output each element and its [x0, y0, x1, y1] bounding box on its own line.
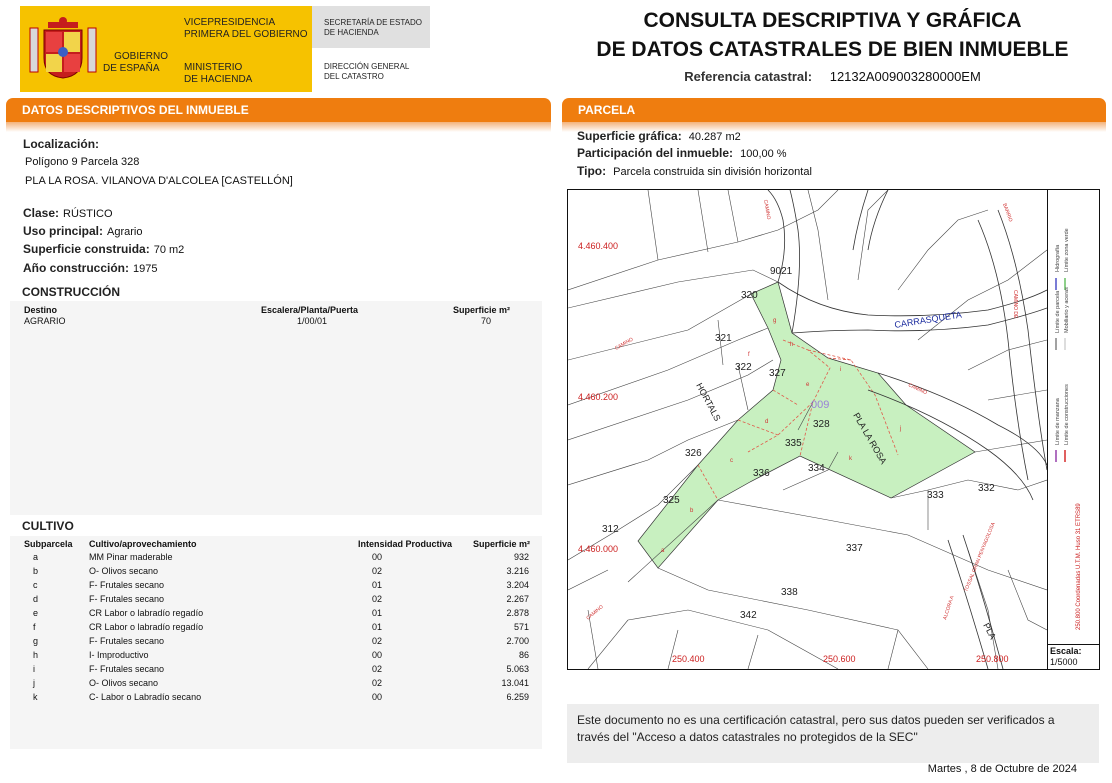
col-intensidad: Intensidad Productiva	[358, 539, 453, 549]
cultivo-heading: CULTIVO	[22, 519, 74, 533]
map-street-camino-2: CAMINO	[907, 382, 928, 397]
subparcela-cell: g	[33, 636, 39, 646]
escala-value: 1/5000	[1050, 657, 1078, 667]
legend-graphic	[1048, 190, 1100, 644]
construccion-table	[10, 301, 542, 515]
superficie-cell: 6.259	[506, 692, 529, 702]
gobierno-text	[103, 39, 168, 87]
subparcela-cell: e	[33, 608, 39, 618]
cultivo-cell: F- Frutales secano	[89, 594, 165, 604]
localizacion-label: Localización:	[23, 137, 100, 151]
clase-value: RÚSTICO	[63, 208, 113, 220]
cultivo-cell: O- Olivos secano	[89, 566, 159, 576]
cultivo-table	[10, 536, 542, 749]
map-coord-x3: 250.800	[976, 654, 1009, 664]
page-title	[560, 6, 1105, 64]
map-street-camino-3: CAMINO	[585, 604, 605, 622]
parcel-number-320: 320	[741, 290, 758, 301]
legend-hidrografia: Hidrografía	[1055, 244, 1061, 272]
map-legend	[1047, 190, 1099, 669]
map-polygon-label: 009	[811, 399, 830, 411]
table-row	[10, 676, 542, 690]
participacion-label: Participación del inmueble:	[577, 146, 734, 160]
parcel-number-326: 326	[685, 448, 702, 459]
intensidad-cell: 02	[372, 678, 383, 688]
cultivo-cell: O- Olivos secano	[89, 678, 159, 688]
parcel-number-325: 325	[663, 495, 680, 506]
cadastral-map-frame	[567, 189, 1100, 670]
map-coord-y3: 4.460.000	[578, 544, 619, 554]
col-superficie: Superficie m²	[453, 305, 511, 315]
localizacion-line-1: Polígono 9 Parcela 328	[25, 156, 140, 168]
intensidad-cell: 00	[372, 650, 383, 660]
title-line-1: CONSULTA DESCRIPTIVA Y GRÁFICA	[643, 9, 1022, 32]
parcel-number-337: 337	[846, 543, 863, 554]
tipo-row	[577, 164, 812, 178]
superficie-cell: 2.700	[506, 636, 529, 646]
parcel-number-338: 338	[781, 587, 798, 598]
anio-row	[23, 261, 158, 275]
table-row	[10, 550, 542, 564]
superficie-label: Superficie construida:	[23, 242, 150, 256]
parcel-number-321: 321	[715, 333, 732, 344]
cultivo-cell: F- Frutales secano	[89, 664, 165, 674]
destino-cell: AGRARIO	[24, 316, 66, 326]
subparcel-letter-d: d	[765, 419, 769, 425]
col-subparcela: Subparcela	[24, 539, 73, 549]
legend-limite-construcciones: Límite de construcciones	[1064, 384, 1070, 445]
cadastral-map[interactable]	[568, 190, 1047, 669]
table-row	[10, 662, 542, 676]
map-street-pla: PLA	[981, 621, 999, 641]
table-row	[10, 690, 542, 704]
ref-value: 12132A009003280000EM	[829, 69, 981, 84]
map-street-alcora: ALCORA A	[942, 595, 956, 621]
cultivo-cell: CR Labor o labradío regadío	[89, 622, 204, 632]
cultivo-cell: C- Labor o Labradío secano	[89, 692, 202, 702]
parcel-number-327: 327	[769, 368, 786, 379]
escala-label: Escala:	[1050, 646, 1082, 656]
clase-label: Clase:	[23, 206, 60, 220]
superficie-cell: 932	[513, 552, 529, 562]
legend-limite-manzana: Límite de manzana	[1055, 398, 1061, 445]
parcel-number-335: 335	[785, 438, 802, 449]
superficie-cell: 5.063	[506, 664, 529, 674]
map-street-pla-la-rosa: PLA LA ROSA	[851, 411, 889, 466]
map-street-camino-4: CAMINO	[762, 199, 772, 221]
subparcel-letter-j: j	[900, 426, 902, 432]
parcel-number-328: 328	[813, 419, 830, 430]
subparcela-cell: d	[33, 594, 39, 604]
sup-grafica-label: Superficie gráfica:	[577, 129, 682, 143]
coat-of-arms-icon	[28, 14, 98, 84]
legend-zona-verde: Límite zona verde	[1064, 228, 1070, 272]
parcel-number-9021: 9021	[770, 266, 793, 277]
map-coord-x2: 250.600	[823, 654, 856, 664]
parcel-number-342: 342	[740, 610, 757, 621]
map-coord-y2: 4.460.200	[578, 392, 619, 402]
intensidad-cell: 02	[372, 636, 383, 646]
map-street-tossal: TOSSAL GRAN PENYAGOLOSA	[963, 521, 997, 593]
clase-row	[23, 206, 113, 220]
intensidad-cell: 02	[372, 594, 383, 604]
parcel-number-336: 336	[753, 468, 770, 479]
table-row	[10, 620, 542, 634]
subparcel-letter-a: a	[661, 548, 665, 554]
table-row	[10, 606, 542, 620]
superficie-row	[23, 242, 184, 256]
map-street-camino-1: CAMINO	[614, 336, 635, 352]
secretaria-label: SECRETARÍA DE ESTADO DE HACIENDA	[324, 18, 422, 37]
col-superficie-cultivo: Superficie m²	[473, 539, 531, 549]
subparcel-letter-c: c	[730, 458, 733, 464]
secretaria-block	[312, 6, 430, 48]
title-line-2: DE DATOS CATASTRALES DE BIEN INMUEBLE	[596, 38, 1069, 61]
col-cultivo: Cultivo/aprovechamiento	[89, 539, 197, 549]
subparcela-cell: b	[33, 566, 39, 576]
superficie-cell: 13.041	[501, 678, 529, 688]
intensidad-cell: 00	[372, 692, 383, 702]
subparcel-letter-h: h	[790, 342, 794, 348]
tab-left-fade	[6, 122, 551, 132]
scale-box	[1047, 644, 1099, 669]
superficie-cell: 2.267	[506, 594, 529, 604]
parcel-number-322: 322	[735, 362, 752, 373]
sup-grafica-row	[577, 129, 741, 143]
ref-label: Referencia catastral:	[684, 69, 813, 84]
subparcel-letter-e: e	[806, 382, 810, 388]
escalera-cell: 1/00/01	[297, 316, 328, 326]
map-street-barrio: BARRIO	[1001, 202, 1014, 223]
legend-limite-parcela: Límite de parcela	[1055, 290, 1061, 333]
table-row	[10, 592, 542, 606]
cultivo-cell: F- Frutales secano	[89, 636, 165, 646]
superficie-cell: 86	[518, 650, 529, 660]
tab-datos-descriptivos: DATOS DESCRIPTIVOS DEL INMUEBLE	[6, 98, 551, 122]
subparcela-cell: a	[33, 552, 39, 562]
vicepresidencia-label: VICEPRESIDENCIA PRIMERA DEL GOBIERNO	[184, 17, 308, 40]
localizacion-heading	[23, 137, 99, 151]
referencia-catastral	[560, 69, 1105, 84]
uso-label: Uso principal:	[23, 224, 104, 238]
superficie-cell: 3.216	[506, 566, 529, 576]
participacion-value: 100,00 %	[740, 148, 787, 160]
gobierno-label: GOBIERNO DE ESPAÑA	[103, 51, 169, 74]
construccion-heading: CONSTRUCCIÓN	[22, 285, 120, 299]
cultivo-header-row	[10, 537, 542, 551]
cultivo-cell: F- Frutales secano	[89, 580, 165, 590]
col-destino: Destino	[24, 305, 58, 315]
legend-mobiliario: Mobiliario y aceras	[1064, 287, 1070, 333]
table-row	[10, 564, 542, 578]
intensidad-cell: 01	[372, 608, 383, 618]
intensidad-cell: 01	[372, 622, 383, 632]
uso-value: Agrario	[107, 226, 143, 238]
ministerio-label: MINISTERIO DE HACIENDA	[184, 62, 253, 85]
superficie-cell: 3.204	[506, 580, 529, 590]
superficie-cell: 70	[481, 316, 492, 326]
anio-label: Año construcción:	[23, 261, 130, 275]
map-coord-x1: 250.400	[672, 654, 705, 664]
vicepresidencia-block	[172, 6, 312, 92]
subparcela-cell: j	[33, 678, 35, 688]
table-row	[10, 314, 542, 328]
intensidad-cell: 02	[372, 566, 383, 576]
cultivo-cell: I- Improductivo	[89, 650, 149, 660]
uso-row	[23, 224, 142, 238]
document-date: Martes , 8 de Octubre de 2024	[927, 763, 1077, 775]
parcel-number-334: 334	[808, 463, 825, 474]
sup-grafica-value: 40.287 m2	[688, 131, 741, 143]
disclaimer-note: Este documento no es una certificación catastral, pero sus datos pueden ser verificados a través del "Acceso a datos catastrales no protegidos de la SEC"	[567, 704, 1099, 763]
anio-value: 1975	[133, 263, 158, 275]
tab-parcela: PARCELA	[562, 98, 1106, 122]
subparcela-cell: f	[33, 622, 36, 632]
subparcela-cell: h	[33, 650, 39, 660]
superficie-cell: 571	[513, 622, 529, 632]
intensidad-cell: 01	[372, 580, 383, 590]
table-row	[10, 648, 542, 662]
localizacion-line-2: PLA LA ROSA. VILANOVA D'ALCOLEA [CASTELLÓN]	[25, 175, 293, 187]
intensidad-cell: 00	[372, 552, 383, 562]
legend-coordenadas: 250.800 Coordenadas U.T.M. Huso 31 ETRS89	[1076, 503, 1082, 630]
tipo-label: Tipo:	[577, 164, 607, 178]
cultivo-cell: MM Pinar maderable	[89, 552, 173, 562]
subparcel-letter-i: i	[840, 367, 842, 373]
subparcela-cell: k	[33, 692, 38, 702]
map-street-camino-de: CAMINO DE	[1012, 290, 1018, 319]
superficie-cell: 2.878	[506, 608, 529, 618]
intensidad-cell: 02	[372, 664, 383, 674]
parcel-number-333: 333	[927, 490, 944, 501]
table-row	[10, 578, 542, 592]
subparcel-letter-f: f	[748, 352, 750, 358]
participacion-row	[577, 146, 787, 160]
tipo-value: Parcela construida sin división horizontal	[613, 166, 812, 178]
superficie-value: 70 m2	[153, 244, 185, 256]
table-row	[10, 634, 542, 648]
map-street-carrasqueta: CARRASQUETA	[893, 309, 963, 330]
parcel-number-332: 332	[978, 483, 995, 494]
subparcel-letter-b: b	[690, 508, 694, 514]
subparcela-cell: c	[33, 580, 38, 590]
subparcel-letter-g: g	[773, 318, 777, 324]
gobierno-logo-block	[20, 6, 172, 92]
col-escalera: Escalera/Planta/Puerta	[261, 305, 359, 315]
direccion-catastro-label: DIRECCIÓN GENERAL DEL CATASTRO	[324, 62, 410, 81]
map-coord-y1: 4.460.400	[578, 241, 619, 251]
map-street-hortals: HORTALS	[694, 381, 723, 423]
subparcel-letter-k: k	[849, 456, 852, 462]
cultivo-cell: CR Labor o labradío regadío	[89, 608, 204, 618]
parcel-number-312: 312	[602, 524, 619, 535]
subparcela-cell: i	[33, 664, 35, 674]
